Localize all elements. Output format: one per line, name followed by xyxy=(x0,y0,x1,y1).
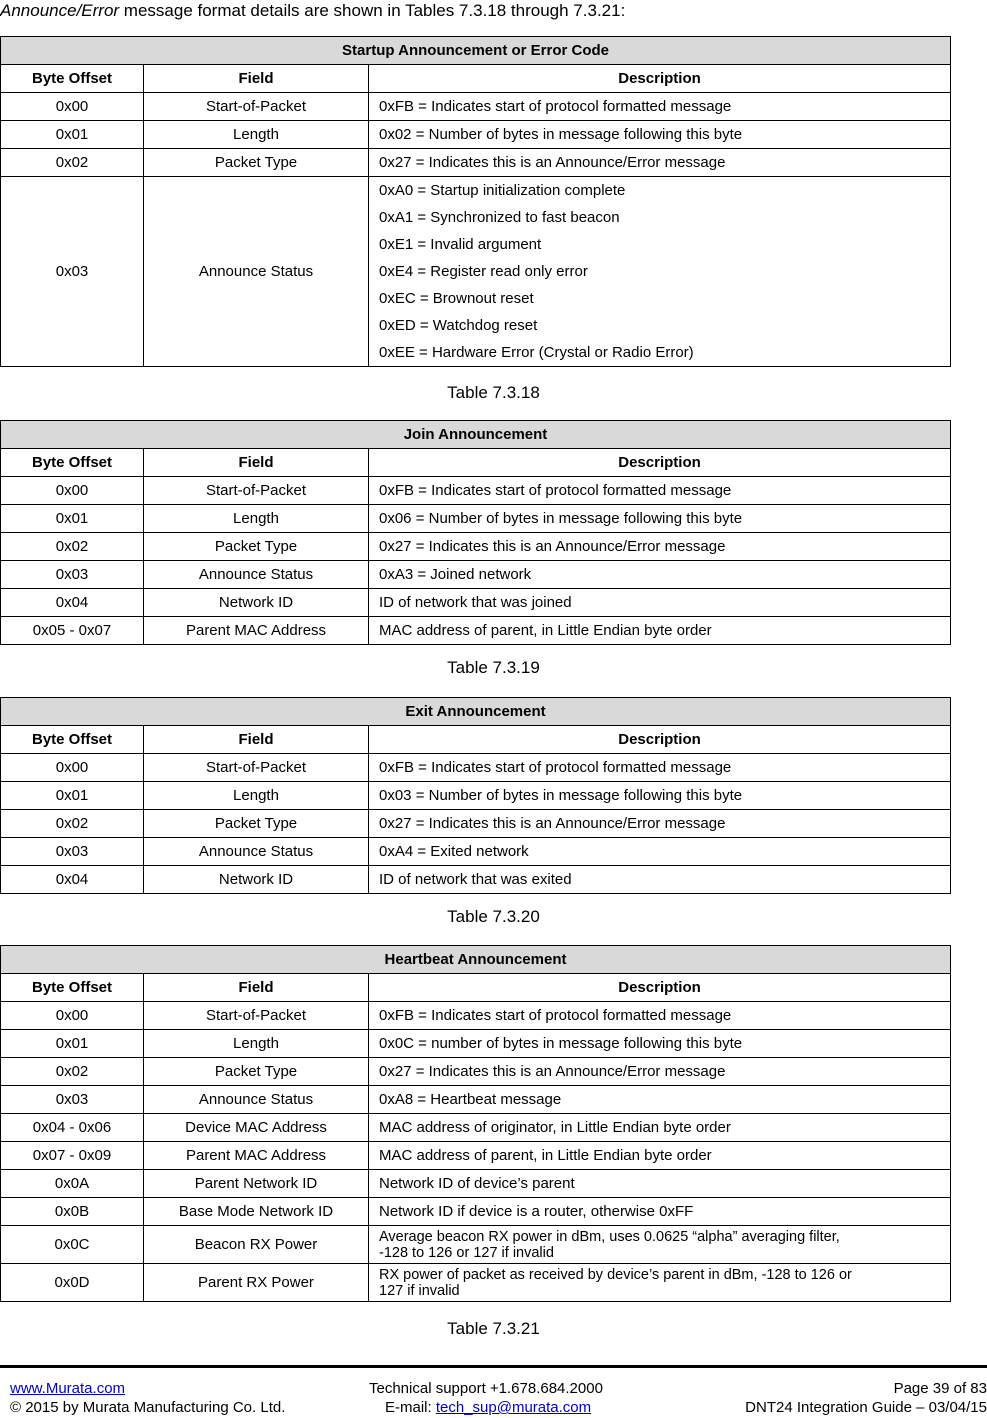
status-code: 0xEE = Hardware Error (Crystal or Radio Error) xyxy=(379,344,694,361)
byte-offset: 0x01 xyxy=(1,505,144,533)
byte-offset: 0x0C xyxy=(1,1226,144,1264)
column-header-description: Description xyxy=(369,449,951,477)
byte-offset: 0x02 xyxy=(1,810,144,838)
column-header-offset: Byte Offset xyxy=(1,65,144,93)
field-name: Length xyxy=(144,782,369,810)
description-line: Average beacon RX power in dBm, uses 0.0625 “alpha” averaging filter, xyxy=(379,1228,840,1245)
field-name: Length xyxy=(144,121,369,149)
column-header-description: Description xyxy=(369,974,951,1002)
field-description: 0xFB = Indicates start of protocol formatted message xyxy=(369,754,951,782)
status-code: 0xE1 = Invalid argument xyxy=(379,236,542,253)
intro-paragraph xyxy=(0,0,980,22)
column-header-offset: Byte Offset xyxy=(1,974,144,1002)
field-name: Start-of-Packet xyxy=(144,754,369,782)
field-name: Length xyxy=(144,1030,369,1058)
field-description xyxy=(369,1226,951,1264)
byte-offset: 0x01 xyxy=(1,782,144,810)
table-row xyxy=(1,149,951,177)
field-name: Packet Type xyxy=(144,533,369,561)
table-title: Startup Announcement or Error Code xyxy=(1,37,951,65)
byte-offset: 0x02 xyxy=(1,533,144,561)
intro-italic: Announce/Error xyxy=(0,1,120,20)
field-description: 0x27 = Indicates this is an Announce/Error message xyxy=(369,1058,951,1086)
table-row xyxy=(1,589,951,617)
field-name: Start-of-Packet xyxy=(144,1002,369,1030)
byte-offset: 0x0A xyxy=(1,1170,144,1198)
byte-offset: 0x02 xyxy=(1,149,144,177)
email-label: E-mail: xyxy=(385,1399,436,1416)
field-description: 0x27 = Indicates this is an Announce/Error message xyxy=(369,533,951,561)
byte-offset: 0x03 xyxy=(1,1086,144,1114)
table-row xyxy=(1,1114,951,1142)
field-description: MAC address of originator, in Little Endian byte order xyxy=(369,1114,951,1142)
description-line: RX power of packet as received by device’s parent in dBm, -128 to 126 or xyxy=(379,1266,852,1283)
byte-offset: 0x03 xyxy=(1,177,144,367)
table-row xyxy=(1,1142,951,1170)
footer-divider xyxy=(0,1365,987,1368)
column-header-field: Field xyxy=(144,726,369,754)
field-name: Parent RX Power xyxy=(144,1264,369,1302)
table-row xyxy=(1,477,951,505)
table-row xyxy=(1,754,951,782)
field-name: Device MAC Address xyxy=(144,1114,369,1142)
byte-offset: 0x02 xyxy=(1,1058,144,1086)
status-code: 0xEC = Brownout reset xyxy=(379,290,534,307)
table-row xyxy=(1,1058,951,1086)
support-phone: Technical support +1.678.684.2000 xyxy=(369,1380,603,1397)
table-caption: Table 7.3.19 xyxy=(447,658,540,677)
field-name: Start-of-Packet xyxy=(144,93,369,121)
field-name: Network ID xyxy=(144,589,369,617)
byte-offset: 0x05 - 0x07 xyxy=(1,617,144,645)
field-description: MAC address of parent, in Little Endian byte order xyxy=(369,617,951,645)
table-row xyxy=(1,533,951,561)
byte-offset: 0x00 xyxy=(1,754,144,782)
byte-offset: 0x01 xyxy=(1,121,144,149)
field-description: 0x06 = Number of bytes in message following this byte xyxy=(369,505,951,533)
startup-announcement-table xyxy=(0,36,951,367)
byte-offset: 0x04 xyxy=(1,589,144,617)
guide-title: DNT24 Integration Guide – 03/04/15 xyxy=(745,1399,987,1416)
field-name: Packet Type xyxy=(144,149,369,177)
intro-text: message format details are shown in Tables 7.3.18 through 7.3.21: xyxy=(119,1,626,20)
copyright: © 2015 by Murata Manufacturing Co. Ltd. xyxy=(10,1399,286,1416)
byte-offset: 0x04 - 0x06 xyxy=(1,1114,144,1142)
field-description: 0x02 = Number of bytes in message following this byte xyxy=(369,121,951,149)
field-description: 0x27 = Indicates this is an Announce/Error message xyxy=(369,149,951,177)
column-header-field: Field xyxy=(144,974,369,1002)
field-description: ID of network that was joined xyxy=(369,589,951,617)
field-name: Parent MAC Address xyxy=(144,1142,369,1170)
byte-offset: 0x00 xyxy=(1,1002,144,1030)
status-code: 0xA0 = Startup initialization complete xyxy=(379,182,626,199)
page-number: Page 39 of 83 xyxy=(893,1380,987,1397)
table-row xyxy=(1,1264,951,1302)
table-row xyxy=(1,1030,951,1058)
field-name: Parent Network ID xyxy=(144,1170,369,1198)
field-name: Parent MAC Address xyxy=(144,617,369,645)
field-description: MAC address of parent, in Little Endian byte order xyxy=(369,1142,951,1170)
byte-offset: 0x00 xyxy=(1,93,144,121)
byte-offset: 0x03 xyxy=(1,561,144,589)
table-row xyxy=(1,505,951,533)
field-name: Announce Status xyxy=(144,838,369,866)
field-description: 0xA8 = Heartbeat message xyxy=(369,1086,951,1114)
field-name: Length xyxy=(144,505,369,533)
column-header-description: Description xyxy=(369,65,951,93)
field-description: 0xA4 = Exited network xyxy=(369,838,951,866)
byte-offset: 0x0D xyxy=(1,1264,144,1302)
field-description: ID of network that was exited xyxy=(369,866,951,894)
table-row xyxy=(1,1086,951,1114)
byte-offset: 0x04 xyxy=(1,866,144,894)
field-description: 0xA3 = Joined network xyxy=(369,561,951,589)
byte-offset: 0x00 xyxy=(1,477,144,505)
byte-offset: 0x07 - 0x09 xyxy=(1,1142,144,1170)
field-description: 0x27 = Indicates this is an Announce/Error message xyxy=(369,810,951,838)
exit-announcement-table xyxy=(0,697,951,894)
column-header-offset: Byte Offset xyxy=(1,449,144,477)
field-name: Packet Type xyxy=(144,1058,369,1086)
table-row xyxy=(1,1198,951,1226)
byte-offset: 0x0B xyxy=(1,1198,144,1226)
column-header-description: Description xyxy=(369,726,951,754)
field-name: Announce Status xyxy=(144,561,369,589)
table-caption: Table 7.3.18 xyxy=(447,383,540,402)
description-line: 127 if invalid xyxy=(379,1282,460,1299)
table-row xyxy=(1,1002,951,1030)
byte-offset: 0x03 xyxy=(1,838,144,866)
status-code: 0xA1 = Synchronized to fast beacon xyxy=(379,209,620,226)
table-title: Heartbeat Announcement xyxy=(1,946,951,974)
field-name: Start-of-Packet xyxy=(144,477,369,505)
table-row xyxy=(1,1226,951,1264)
website-link[interactable]: www.Murata.com xyxy=(10,1380,126,1397)
field-description xyxy=(369,1264,951,1302)
table-row xyxy=(1,561,951,589)
footer-row-2 xyxy=(10,1398,987,1418)
table-row xyxy=(1,866,951,894)
field-name: Network ID xyxy=(144,866,369,894)
table-row xyxy=(1,782,951,810)
field-description: 0xFB = Indicates start of protocol formatted message xyxy=(369,477,951,505)
join-announcement-table xyxy=(0,420,951,645)
table-row xyxy=(1,177,951,367)
field-description: 0xFB = Indicates start of protocol formatted message xyxy=(369,93,951,121)
table-row xyxy=(1,93,951,121)
email-line xyxy=(385,1398,591,1418)
field-description: Network ID of device’s parent xyxy=(369,1170,951,1198)
field-description: Network ID if device is a router, otherwise 0xFF xyxy=(369,1198,951,1226)
table-row xyxy=(1,838,951,866)
table-row xyxy=(1,810,951,838)
field-description: 0xFB = Indicates start of protocol formatted message xyxy=(369,1002,951,1030)
footer-row-1 xyxy=(10,1379,987,1399)
email-link[interactable]: tech_sup@murata.com xyxy=(435,1399,592,1416)
description-line: -128 to 126 or 127 if invalid xyxy=(379,1244,554,1261)
table-row xyxy=(1,617,951,645)
table-row xyxy=(1,1170,951,1198)
field-description: 0x03 = Number of bytes in message following this byte xyxy=(369,782,951,810)
field-description: 0x0C = number of bytes in message following this byte xyxy=(369,1030,951,1058)
field-name: Beacon RX Power xyxy=(144,1226,369,1264)
field-name: Base Mode Network ID xyxy=(144,1198,369,1226)
status-code-list xyxy=(369,177,951,367)
field-name: Announce Status xyxy=(144,1086,369,1114)
table-title: Exit Announcement xyxy=(1,698,951,726)
status-code: 0xE4 = Register read only error xyxy=(379,263,588,280)
heartbeat-announcement-table xyxy=(0,945,951,1302)
table-caption: Table 7.3.21 xyxy=(447,1319,540,1338)
field-name: Packet Type xyxy=(144,810,369,838)
byte-offset: 0x01 xyxy=(1,1030,144,1058)
column-header-offset: Byte Offset xyxy=(1,726,144,754)
table-row xyxy=(1,121,951,149)
column-header-field: Field xyxy=(144,65,369,93)
column-header-field: Field xyxy=(144,449,369,477)
field-name: Announce Status xyxy=(144,177,369,367)
table-title: Join Announcement xyxy=(1,421,951,449)
table-caption: Table 7.3.20 xyxy=(447,907,540,926)
status-code: 0xED = Watchdog reset xyxy=(379,317,538,334)
